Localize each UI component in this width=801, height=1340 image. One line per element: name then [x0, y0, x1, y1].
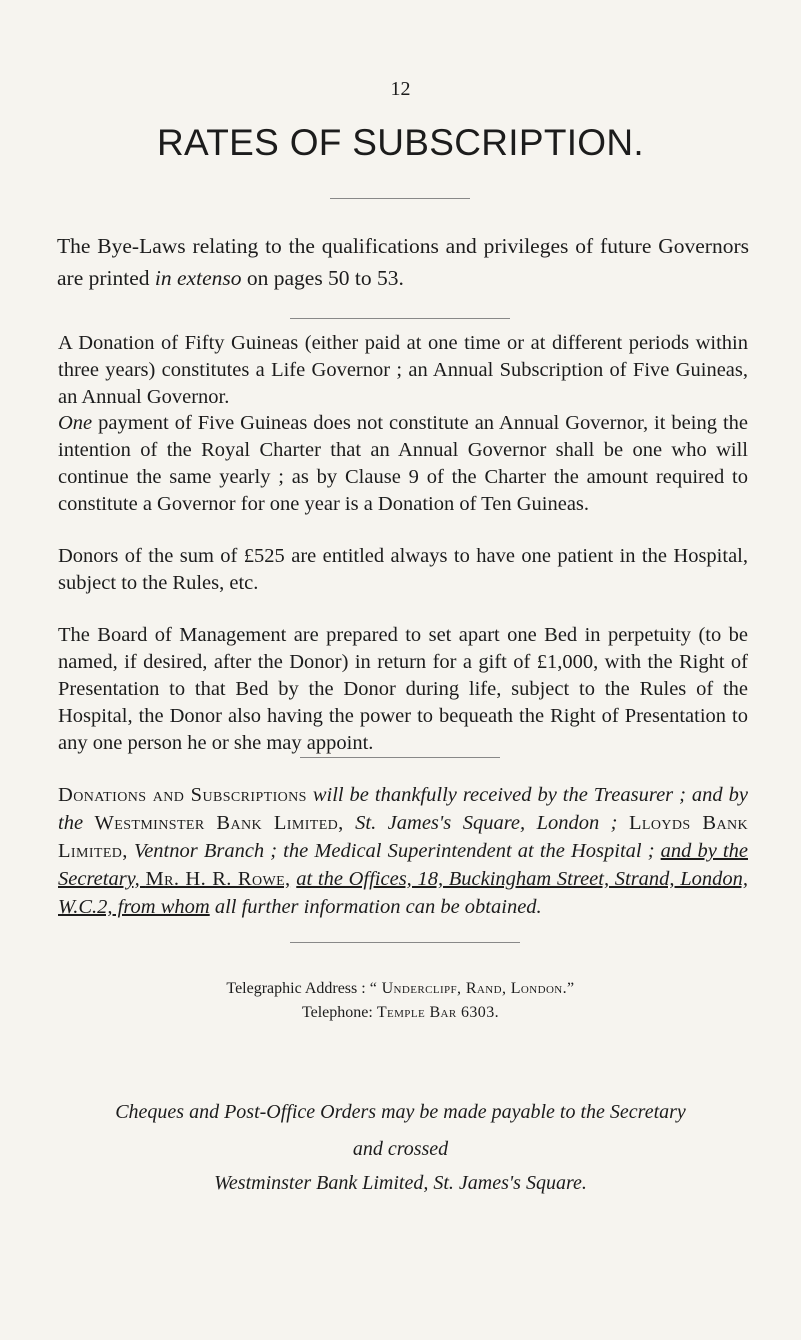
donations-text-4: and by the Secretary, — [58, 840, 748, 890]
paragraph-board: The Board of Management are prepared to set apart one Bed in perpetuity (to be named, if desired, after the Donor) in return for a gift of £1,000, with the Right of Presentation to that Bed by the Donor during life, subject to the Rules of the Hospital, the Donor also having the power to bequeath the Right of Presentation to any one person he or she may appoint. — [58, 624, 748, 754]
telephone — [0, 1002, 801, 1024]
telephone-value: Temple Bar 6303. — [376, 1004, 500, 1021]
intro-text-2: on pages 50 to 53. — [241, 266, 404, 290]
donations-heading: Donations and Subscriptions — [58, 784, 307, 806]
donations-text-5: all further information can be obtained. — [209, 896, 542, 918]
donations-text-1: will be thankfully received by the Treasurer ; and by the — [58, 784, 748, 834]
paragraph-donations-received — [58, 781, 748, 921]
closing-line-3: Westminster Bank Limited, St. James's Square. — [214, 1172, 587, 1194]
intro-paragraph — [57, 230, 749, 294]
paragraph-donation: A Donation of Fifty Guineas (either paid at one time or at different periods within three years) constitutes a Life Governor ; an Annual Subscription of Five Guineas, an Annual Governor. — [58, 332, 748, 408]
paragraph-annual-governor — [58, 410, 748, 518]
divider — [330, 198, 470, 199]
divider — [300, 757, 500, 758]
divider — [290, 318, 510, 319]
closing-line-2: and crossed — [352, 1138, 449, 1160]
donations-text-2: St. James's Square, London ; — [343, 812, 629, 834]
intro-italic: in extenso — [154, 266, 242, 290]
paragraph-donors: Donors of the sum of £525 are entitled always to have one patient in the Hospital, subject to the Rules, etc. — [58, 545, 748, 594]
page-title: RATES OF SUBSCRIPTION. — [157, 122, 644, 163]
offices-address: at the Offices, 18, Buckingham Street, Strand, London, W.C.2, from whom — [58, 868, 749, 918]
paragraph-italic-one: One — [58, 412, 93, 434]
telegraphic-label: Telegraphic Address : — [226, 980, 370, 997]
paragraph-annual-governor-text: payment of Five Guineas does not constitute an Annual Governor, it being the intention of the Royal Charter that an Annual Governor shall be one who will continue the same yearly ; as by Clause 9 of the Charter the amount required to constitute a Governor for one year is a Donation of Ten Guineas. — [58, 412, 748, 515]
secretary-name: Mr. H. R. Rowe, — [145, 868, 291, 890]
page-number: 12 — [390, 78, 411, 100]
westminster-bank: Westminster Bank Limited, — [94, 812, 344, 834]
closing-line-1: Cheques and Post-Office Orders may be made payable to the Secretary — [115, 1101, 686, 1123]
telephone-label: Telephone: — [301, 1004, 377, 1021]
lloyds-bank: Lloyds Bank Limited, — [58, 812, 749, 862]
donations-text-3: Ventnor Branch ; the Medical Superintendent at the Hospital ; — [127, 840, 661, 862]
telegraphic-value: “ Underclipf, Rand, London.” — [369, 980, 575, 997]
intro-text-1: The Bye-Laws relating to the qualifications and privileges of future Governors are printed — [57, 234, 749, 290]
telegraphic-address — [0, 978, 801, 1000]
divider — [290, 942, 520, 943]
